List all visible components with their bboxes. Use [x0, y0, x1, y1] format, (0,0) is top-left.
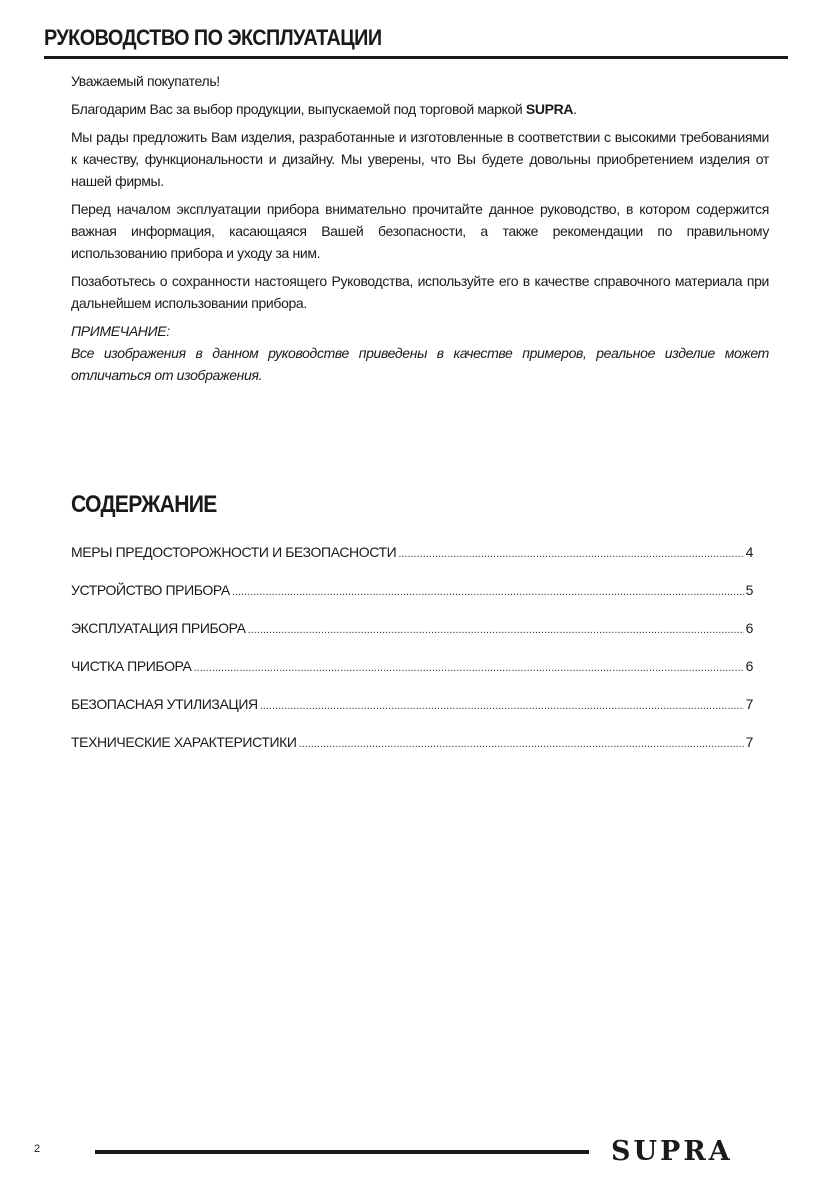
toc-item-page: 4	[745, 544, 753, 560]
keep-manual-paragraph: Позаботьтесь о сохранности настоящего Руководства, используйте его в качестве справочного материала при дальнейшем использовании прибора.	[71, 273, 769, 311]
toc-leader-dots	[299, 738, 744, 750]
page-title: РУКОВОДСТВО ПО ЭКСПЛУАТАЦИИ	[44, 25, 382, 50]
toc-item-page: 5	[745, 582, 753, 598]
toc-item[interactable]	[71, 658, 753, 696]
page-header	[44, 26, 788, 50]
thanks-prefix: Благодарим Вас за выбор продукции, выпускаемой под торговой маркой	[71, 101, 526, 117]
toc-item-page: 7	[745, 734, 753, 750]
header-divider	[44, 56, 788, 59]
intro-section	[71, 70, 769, 386]
toc-item[interactable]	[71, 544, 753, 582]
toc-item[interactable]	[71, 696, 753, 734]
toc-item-page: 7	[745, 696, 753, 712]
toc-leader-dots	[248, 624, 744, 636]
toc-item[interactable]	[71, 734, 753, 772]
note-text: Все изображения в данном руководстве приведены в качестве примеров, реальное изделие может отличаться от изображения.	[71, 345, 769, 383]
thanks-paragraph	[71, 98, 769, 120]
supra-logo: SUPRA	[611, 1136, 733, 1167]
note-label: ПРИМЕЧАНИЕ:	[71, 323, 170, 339]
toc-item-label: ЧИСТКА ПРИБОРА	[71, 658, 192, 674]
toc-item-label: БЕЗОПАСНАЯ УТИЛИЗАЦИЯ	[71, 696, 258, 712]
toc-item-label: ЭКСПЛУАТАЦИЯ ПРИБОРА	[71, 620, 246, 636]
brand-name-inline: SUPRA	[525, 101, 574, 117]
quality-paragraph: Мы рады предложить Вам изделия, разработанные и изготовленные в соответствии с высокими требованиями к качеству, функциональности и дизайну. Мы уверены, что Вы будете довольны приобретением изделия от нашей фирмы.	[71, 129, 769, 189]
toc-leader-dots	[232, 586, 744, 598]
table-of-contents	[71, 490, 753, 772]
toc-leader-dots	[398, 548, 743, 560]
read-manual-paragraph: Перед началом эксплуатации прибора внимательно прочитайте данное руководство, в котором содержится важная информация, касающаяся Вашей безопасности, а также рекомендации по правильному использованию прибора и уходу за ним.	[71, 201, 769, 261]
toc-item[interactable]	[71, 582, 753, 620]
toc-item-label: ТЕХНИЧЕСКИЕ ХАРАКТЕРИСТИКИ	[71, 734, 297, 750]
footer-divider	[95, 1150, 589, 1154]
toc-item-label: МЕРЫ ПРЕДОСТОРОЖНОСТИ И БЕЗОПАСНОСТИ	[71, 544, 397, 560]
toc-title: СОДЕРЖАНИЕ	[71, 491, 217, 518]
thanks-suffix: .	[573, 101, 577, 117]
greeting: Уважаемый покупатель!	[71, 73, 220, 89]
toc-leader-dots	[260, 700, 744, 712]
note-block	[71, 320, 769, 386]
page-number: 2	[34, 1143, 41, 1155]
toc-item-page: 6	[745, 658, 753, 674]
toc-item[interactable]	[71, 620, 753, 658]
toc-item-label: УСТРОЙСТВО ПРИБОРА	[71, 582, 230, 598]
toc-item-page: 6	[745, 620, 753, 636]
toc-leader-dots	[194, 662, 744, 674]
